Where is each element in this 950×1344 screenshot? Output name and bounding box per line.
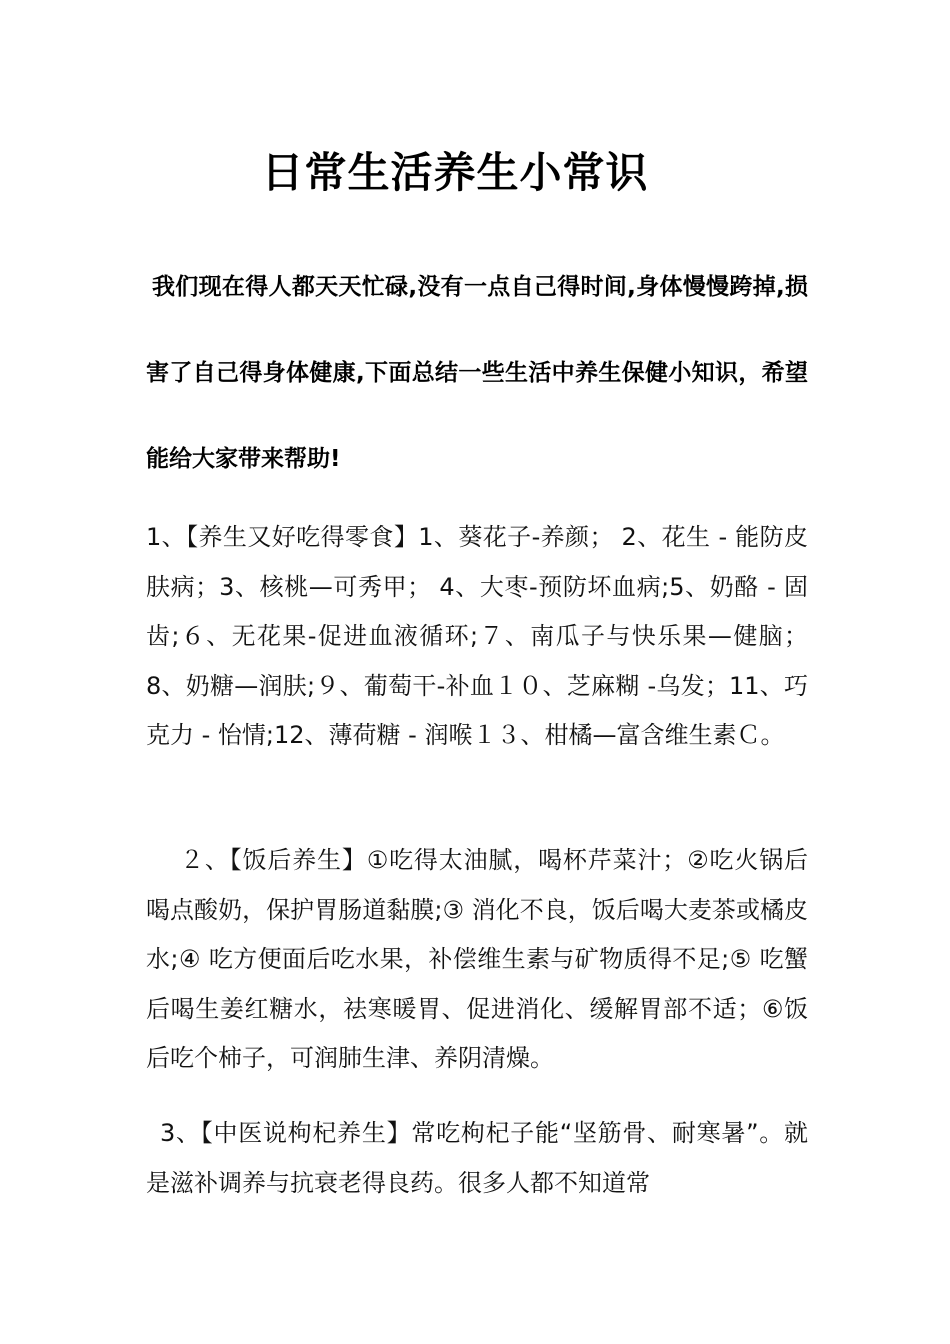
section-snacks: 1、【养生又好吃得零食】1、葵花子-养颜； 2、花生 - 能防皮肤病；3、核桃—可秀甲； 4、大枣-预防坏血病;5、奶酪 - 固齿;６、无花果-促﻿进血液循环;７、南瓜子与快乐果—健脑；8、奶糖—润肤;９、葡萄干-补血１０、芝麻糊 -乌发；11、巧克力 - 怡情;12、薄荷糖 - 润喉１３、柑橘—富含﻿维生素Ｃ。	[146, 523, 808, 749]
intro-paragraph: 我们现在得人都天天忙碌,没有一点自己得时间,身体慢慢跨掉,损害了自己得身体健康,下面总结一些生活中养生保健小知识，希望能给大家带来帮助!	[146, 274, 808, 472]
section-goji: 3、【中医说枸杞养生】常吃枸杞子能“坚筋骨、耐寒暑”。就是滋补调养与抗衰老得良药。很多人都不知道常	[146, 1119, 808, 1197]
document-title: 日常生活养生小常识	[261, 148, 649, 197]
section-after-meal: ２、【饭后养生】①吃得太油腻，喝杯芹菜汁；②吃火锅后喝点酸奶，保护胃肠道黏膜;③ 消化不良，饭后喝大麦茶或橘皮水;④ 吃方便面后吃水果，补偿维生素与矿物质得不足;⑤ 吃蟹后喝生姜红糖水，祛寒暖胃、促进消化、缓解胃部不适；⑥饭后吃个柿子，可润肺生津、养阴清燥。	[146, 846, 808, 1072]
